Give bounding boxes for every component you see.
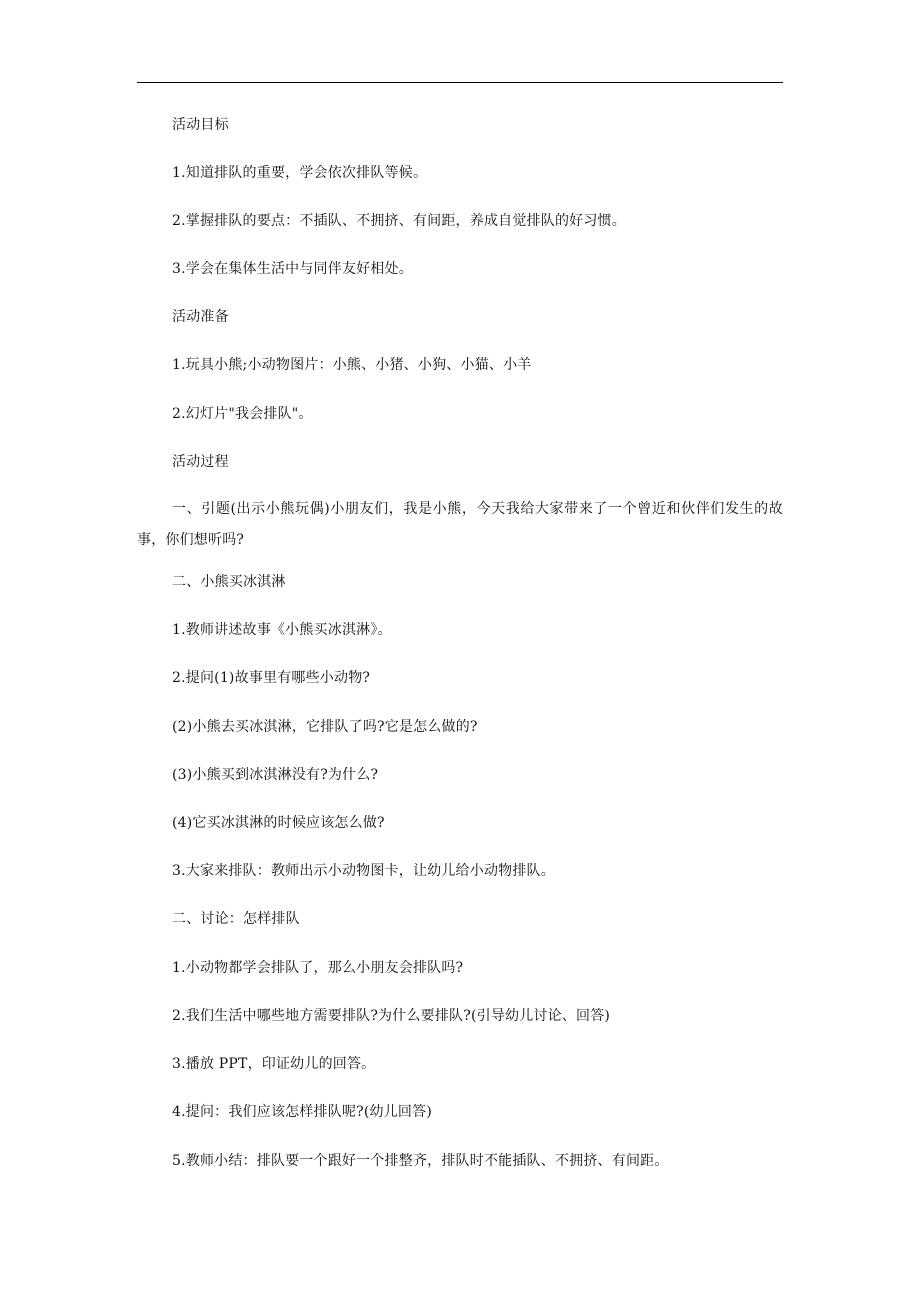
section-2-question-2: (2)小熊去买冰淇淋，它排队了吗?它是怎么做的?	[172, 719, 478, 735]
section-3-item-4: 4.提问：我们应该怎样排队呢?(幼儿回答)	[172, 1104, 432, 1120]
goal-item-1: 1.知道排队的重要，学会依次排队等候。	[172, 165, 428, 181]
process-heading: 活动过程	[172, 454, 229, 470]
goals-heading: 活动目标	[172, 117, 229, 133]
section-3-heading: 二、讨论：怎样排队	[172, 911, 300, 927]
intro-paragraph: 一、引题(出示小熊玩偶)小朋友们，我是小熊，今天我给大家带来了一个曾近和伙伴们发生的故事，你们想听吗?	[137, 501, 783, 548]
goal-item-3: 3.学会在集体生活中与同伴友好相处。	[172, 261, 413, 277]
prep-item-1: 1.玩具小熊;小动物图片：小熊、小猪、小狗、小猫、小羊	[172, 357, 532, 373]
section-2-heading: 二、小熊买冰淇淋	[172, 574, 286, 590]
section-3-item-2: 2.我们生活中哪些地方需要排队?为什么要排队?(引导幼儿讨论、回答)	[172, 1008, 611, 1024]
section-3-item-3: 3.播放 PPT，印证幼儿的回答。	[172, 1056, 376, 1072]
section-2-item-1: 1.教师讲述故事《小熊买冰淇淋》。	[172, 622, 392, 638]
header-rule	[137, 82, 783, 83]
section-3-item-1: 1.小动物都学会排队了，那么小朋友会排队吗?	[172, 960, 464, 976]
section-2-item-3: 3.大家来排队：教师出示小动物图卡，让幼儿给小动物排队。	[172, 863, 555, 879]
section-2-question-3: (3)小熊买到冰淇淋没有?为什么?	[172, 767, 379, 783]
section-3-item-5: 5.教师小结：排队要一个跟好一个排整齐，排队时不能插队、不拥挤、有间距。	[172, 1153, 669, 1169]
prep-item-2: 2.幻灯片"我会排队"。	[172, 406, 313, 422]
section-2-question-4: (4)它买冰淇淋的时候应该怎么做?	[172, 815, 385, 831]
prep-heading: 活动准备	[172, 309, 229, 325]
goal-item-2: 2.掌握排队的要点：不插队、不拥挤、有间距，养成自觉排队的好习惯。	[172, 213, 626, 229]
section-2-item-2: 2.提问(1)故事里有哪些小动物?	[172, 670, 371, 686]
